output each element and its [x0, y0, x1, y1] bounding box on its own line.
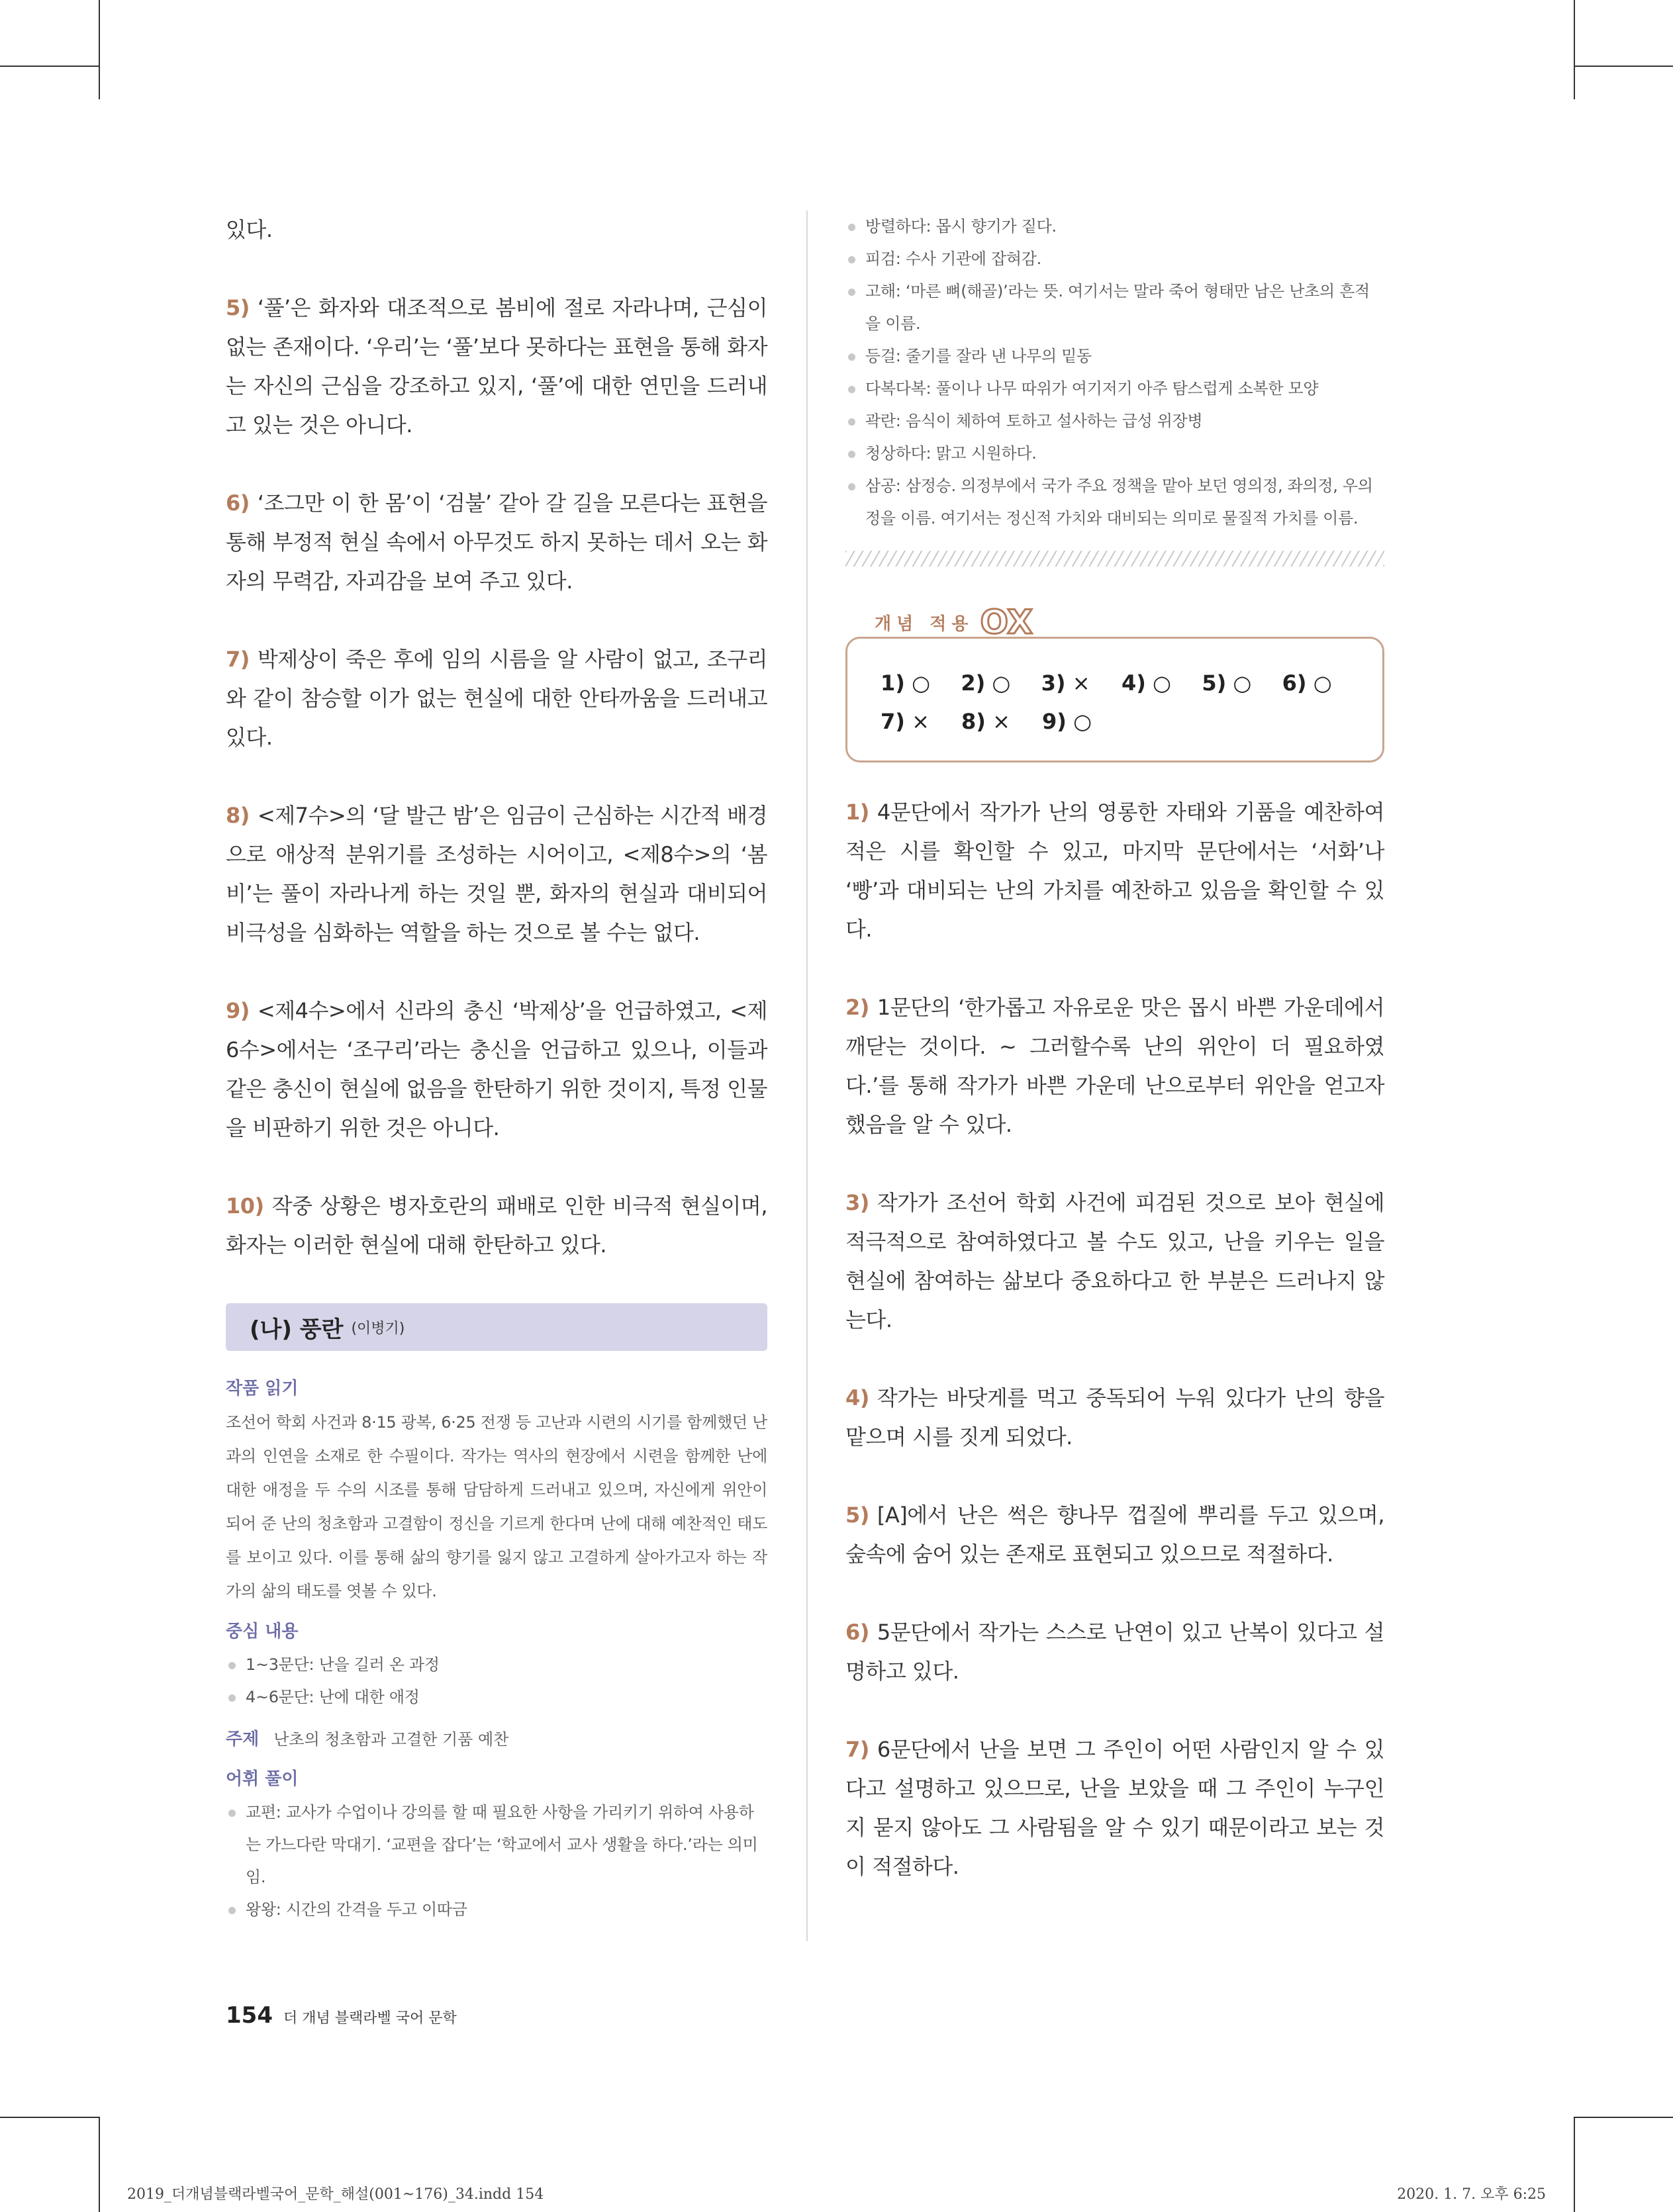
item-text: 5문단에서 작가는 스스로 난연이 있고 난복이 있다고 설명하고 있다.	[845, 1620, 1384, 1684]
list-item: 교편: 교사가 수업이나 강의를 할 때 필요한 사항을 가리키기 위하여 사용하는 가느다란 막대기. ‘교편을 잡다’는 ‘학교에서 교사 생활을 하다.’라는 의미임.	[226, 1796, 767, 1894]
item-number: 7)	[845, 1737, 869, 1762]
crop-mark	[1574, 2117, 1575, 2212]
core-list	[226, 1649, 767, 1714]
section-header	[226, 1303, 767, 1351]
answer-item	[226, 484, 767, 601]
item-text: 1문단의 ‘한가롭고 자유로운 맛은 몹시 바쁜 가운데에서 깨닫는 것이다. ~ 그러할수록 난의 위안이 더 필요하였다.’를 통해 작가가 바쁜 가운데 난으로부터 위안을 얻고자 했음을 알 수 있다.	[845, 995, 1384, 1137]
answer-item	[226, 991, 767, 1148]
item-number: 9)	[226, 998, 250, 1023]
item-number: 4)	[845, 1385, 869, 1410]
ox-logo: OX	[980, 603, 1033, 641]
answer-item	[226, 1187, 767, 1265]
list-item: 1~3문단: 난을 길러 온 과정	[226, 1649, 767, 1681]
print-slug-date: 2020. 1. 7. 오후 6:25	[1397, 2186, 1546, 2203]
book-title: 더 개념 블랙라벨 국어 문학	[283, 2010, 457, 2027]
answer-cell: 1) ○	[881, 670, 930, 696]
item-number: 5)	[226, 295, 250, 320]
answer-row	[881, 702, 1362, 741]
answer-cell: 5) ○	[1202, 670, 1252, 696]
ox-label: 개념 적용	[875, 614, 974, 634]
item-text: ‘조그만 이 한 몸’이 ‘검불’ 같아 갈 길을 모른다는 표현을 통해 부정적 현실 속에서 아무것도 하지 못하는 데서 오는 화자의 무력감, 자괴감을 보여 주고 있다.	[226, 490, 767, 594]
section-title: (나) 풍란	[250, 1316, 344, 1343]
list-item: 고해: ‘마른 뼈(해골)’라는 뜻. 여기서는 말라 죽어 형태만 남은 난초의 흔적을 이름.	[845, 275, 1384, 340]
item-number: 2)	[845, 995, 869, 1020]
answer-item	[845, 988, 1384, 1144]
item-text: ‘풀’은 화자와 대조적으로 봄비에 절로 자라나며, 근심이 없는 존재이다. ‘우리’는 ‘풀’보다 못하다는 표현을 통해 화자는 자신의 근심을 강조하고 있지, ‘풀’에 대한 연민을 드러내고 있는 것은 아니다.	[226, 295, 767, 438]
item-number: 1)	[845, 800, 869, 825]
item-text: 작중 상황은 병자호란의 패배로 인한 비극적 현실이며, 화자는 이러한 현실에 대해 한탄하고 있다.	[226, 1193, 767, 1258]
answer-item	[226, 289, 767, 445]
section-author: (이병기)	[351, 1320, 405, 1337]
intro-text: 있다.	[226, 217, 273, 242]
page-number: 154	[226, 2002, 273, 2029]
item-text: 작가는 바닷게를 먹고 중독되어 누워 있다가 난의 향을 맡으며 시를 짓게 되었다.	[845, 1385, 1384, 1450]
ox-answer-box	[845, 637, 1384, 762]
answer-item	[845, 1730, 1384, 1886]
answer-cell: 6) ○	[1282, 670, 1332, 696]
theme-label: 주제	[226, 1729, 260, 1749]
answer-row	[881, 664, 1362, 702]
list-item: 삼공: 삼정승. 의정부에서 국가 주요 정책을 맡아 보던 영의정, 좌의정, 우의정을 이름. 여기서는 정신적 가치와 대비되는 의미로 물질적 가치를 이름.	[845, 470, 1384, 535]
answer-item	[845, 1183, 1384, 1340]
answer-cell: 7) ×	[881, 709, 930, 734]
vocab-list	[226, 1796, 767, 1926]
item-number: 6)	[845, 1620, 869, 1645]
list-item: 방렬하다: 몹시 향기가 짙다.	[845, 210, 1384, 243]
crop-mark	[0, 2117, 99, 2118]
theme-line	[226, 1723, 767, 1756]
page-footer	[226, 2002, 457, 2029]
vocab-list	[845, 210, 1384, 535]
list-item: 청상하다: 맑고 시원하다.	[845, 438, 1384, 470]
item-text: 작가가 조선어 학회 사건에 피검된 것으로 보아 현실에 적극적으로 참여하였다고 볼 수도 있고, 난을 키우는 일을 현실에 참여하는 삶보다 중요하다고 한 부분은 드러나지 않는다.	[845, 1190, 1384, 1332]
item-text: 6문단에서 난을 보면 그 주인이 어떤 사람인지 알 수 있다고 설명하고 있으므로, 난을 보았을 때 그 주인이 누구인지 묻지 않아도 그 사람됨을 알 수 있기 때문이라고 보는 것이 적절하다.	[845, 1737, 1384, 1879]
reading-text: 조선어 학회 사건과 8·15 광복, 6·25 전쟁 등 고난과 시련의 시기를 함께했던 난과의 인연을 소재로 한 수필이다. 작가는 역사의 현장에서 시련을 함께한 난에 대한 애정을 두 수의 시조를 통해 담담하게 드러내고 있으며, 자신에게 위안이 되어 준 난의 청초함과 고결함이 정신을 기르게 한다며 난에 대해 예찬적인 태도를 보이고 있다. 이를 통해 삶의 향기를 잃지 않고 고결하게 살아가고자 하는 작가의 삶의 태도를 엿볼 수 있다.	[226, 1413, 767, 1600]
list-item: 등걸: 줄기를 잘라 낸 나무의 밑동	[845, 340, 1384, 373]
vocab-heading: 어휘 풀이	[226, 1769, 299, 1789]
right-column	[845, 210, 1384, 1886]
item-number: 6)	[226, 490, 250, 516]
hatch-divider	[845, 551, 1384, 567]
crop-mark	[1574, 2117, 1673, 2118]
item-text: 박제상이 죽은 후에 임의 시름을 알 사람이 없고, 조구리와 같이 참승할 이가 없는 현실에 대한 안타까움을 드러내고 있다.	[226, 647, 767, 750]
core-heading: 중심 내용	[226, 1622, 299, 1641]
theme-text: 난초의 청초함과 고결한 기품 예찬	[273, 1730, 509, 1749]
list-item: 피검: 수사 기관에 잡혀감.	[845, 243, 1384, 275]
answer-item	[845, 1379, 1384, 1457]
list-item: 4~6문단: 난에 대한 애정	[226, 1681, 767, 1714]
answer-item	[226, 640, 767, 757]
answer-cell: 4) ○	[1121, 670, 1171, 696]
answer-item	[226, 796, 767, 952]
item-text: 4문단에서 작가가 난의 영롱한 자태와 기품을 예찬하여 적은 시를 확인할 수 있고, 마지막 문단에서는 ‘서화’나 ‘빵’과 대비되는 난의 가치를 예찬하고 있음을 확인할 수 있다.	[845, 800, 1384, 942]
item-number: 3)	[845, 1190, 869, 1215]
answer-cell: 2) ○	[961, 670, 1011, 696]
item-number: 10)	[226, 1193, 264, 1219]
item-number: 5)	[845, 1502, 869, 1528]
answer-item	[845, 1496, 1384, 1574]
crop-mark	[0, 66, 99, 67]
answer-cell: 3) ×	[1041, 670, 1090, 696]
list-item: 왕왕: 시간의 간격을 두고 이따금	[226, 1894, 767, 1926]
crop-mark	[99, 2117, 100, 2212]
answer-cell: 8) ×	[961, 709, 1010, 734]
item-text: <제4수>에서 신라의 충신 ‘박제상’을 언급하였고, <제6수>에서는 ‘조구리’라는 충신을 언급하고 있으나, 이들과 같은 충신이 현실에 없음을 한탄하기 위한 것이지, 특정 인물을 비판하기 위한 것은 아니다.	[226, 998, 767, 1140]
list-item: 다복다복: 풀이나 나무 따위가 여기저기 아주 탐스럽게 소복한 모양	[845, 373, 1384, 405]
answer-item	[845, 793, 1384, 949]
crop-mark	[99, 0, 100, 99]
item-number: 7)	[226, 647, 250, 672]
item-text: <제7수>의 ‘달 발근 밤’은 임금이 근심하는 시간적 배경으로 애상적 분위기를 조성하는 시어이고, <제8수>의 ‘봄비’는 풀이 자라나게 하는 것일 뿐, 화자의 현실과 대비되어 비극성을 심화하는 역할을 하는 것으로 볼 수는 없다.	[226, 803, 767, 945]
column-divider	[806, 210, 808, 1941]
crop-mark	[1574, 0, 1575, 99]
reading-heading: 작품 읽기	[226, 1379, 299, 1399]
crop-mark	[1574, 66, 1673, 67]
item-text: [A]에서 난은 썩은 향나무 껍질에 뿌리를 두고 있으며, 숲속에 숨어 있는 존재로 표현되고 있으므로 적절하다.	[845, 1502, 1384, 1567]
left-column	[226, 210, 767, 1935]
item-number: 8)	[226, 803, 250, 828]
print-slug-file: 2019_더개념블랙라벨국어_문학_해설(001~176)_34.indd 154	[127, 2186, 544, 2203]
answer-cell: 9) ○	[1042, 709, 1092, 734]
ox-header	[875, 602, 1384, 642]
list-item: 곽란: 음식이 체하여 토하고 설사하는 급성 위장병	[845, 405, 1384, 438]
answer-item	[845, 1613, 1384, 1691]
